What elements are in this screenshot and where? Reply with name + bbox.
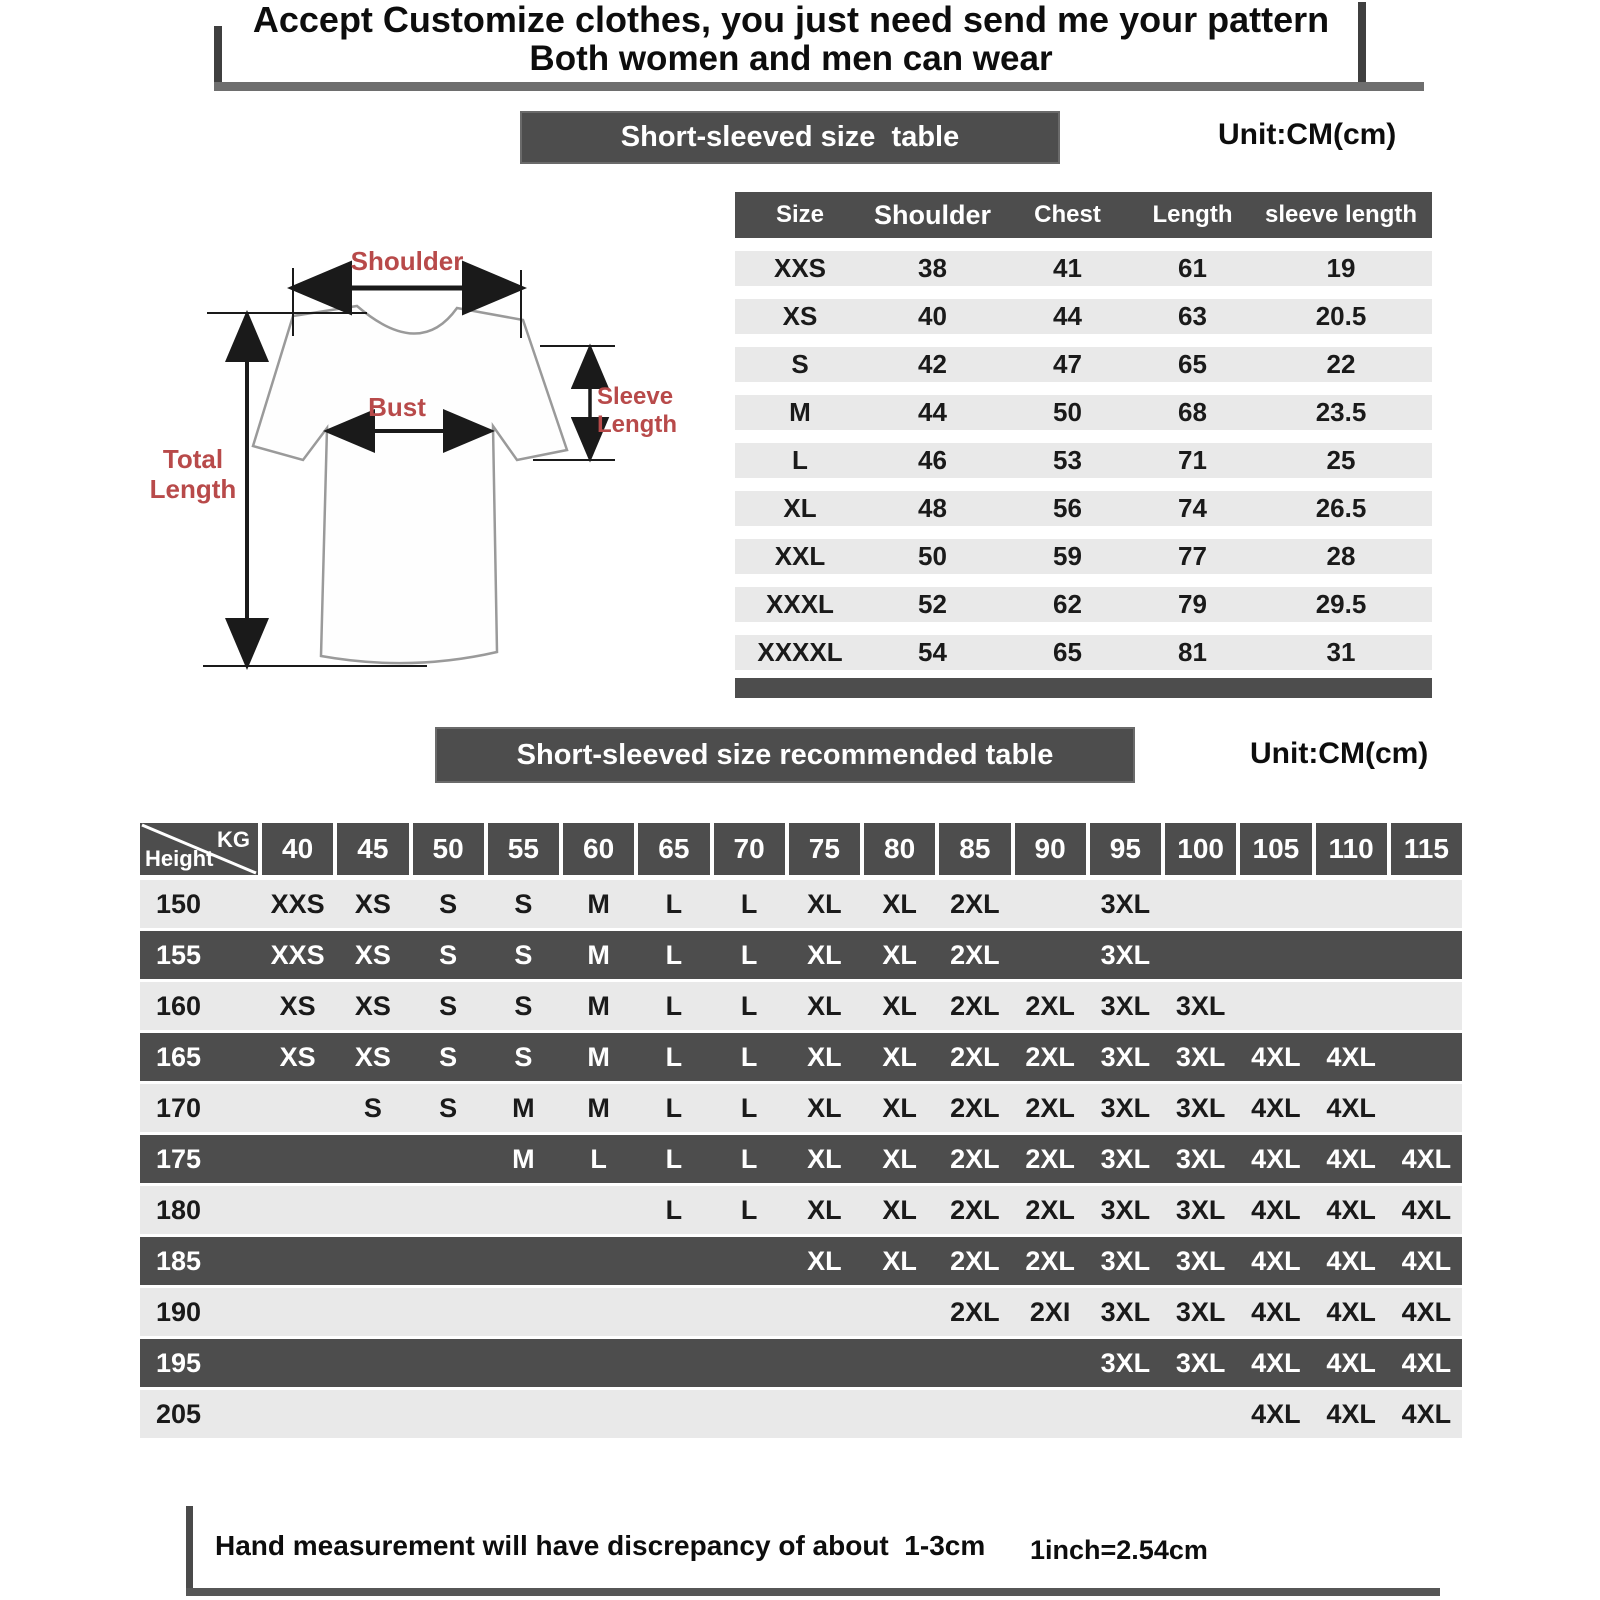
value-cell: 44: [1053, 301, 1082, 331]
size-table-row: [735, 587, 1432, 622]
weight-column-header: 100: [1165, 823, 1236, 875]
value-cell: 65: [1053, 637, 1082, 667]
recommended-table-row: [140, 1339, 1462, 1387]
size-value-cell: 4XL: [1401, 1398, 1452, 1429]
size-value-cell: 3XL: [1100, 1194, 1151, 1225]
recommended-table-row: [140, 1186, 1462, 1234]
footer-bracket-left: [186, 1506, 193, 1596]
size-value-cell: 4XL: [1326, 1041, 1376, 1072]
size-value-cell: L: [740, 990, 758, 1021]
size-value-cell: XS: [354, 888, 391, 919]
size-value-cell: 4XL: [1326, 1398, 1376, 1429]
inch-conversion-note: 1inch=2.54cm: [1030, 1535, 1208, 1565]
weight-column-header: 50: [413, 823, 484, 875]
size-table-row: [735, 347, 1432, 382]
size-value-cell: 2XL: [1025, 1194, 1075, 1225]
size-value-cell: S: [514, 990, 533, 1021]
bust-label: Bust: [368, 392, 426, 422]
weight-column-header: 110: [1316, 823, 1387, 875]
value-cell: 22: [1326, 349, 1356, 379]
size-value-cell: 2XL: [950, 1194, 1000, 1225]
size-value-cell: XL: [882, 939, 917, 970]
header-line1: Accept Customize clothes, you just need send me your pattern: [252, 0, 1330, 40]
size-value-cell: 2XL: [950, 1143, 1000, 1174]
size-cell: XXXXL: [757, 637, 843, 667]
size-table-row: [735, 491, 1432, 526]
size-value-cell: L: [740, 939, 758, 970]
header-line2: Both women and men can wear: [529, 39, 1053, 78]
size-value-cell: 2XL: [1025, 1092, 1075, 1123]
tshirt-measurement-diagram: [135, 228, 705, 693]
size-value-cell: 4XL: [1251, 1398, 1301, 1429]
value-cell: 44: [918, 397, 947, 427]
size-value-cell: 3XL: [1175, 1041, 1226, 1072]
size-cell: XXXL: [766, 589, 834, 619]
size-cell: S: [791, 349, 809, 379]
size-value-cell: 4XL: [1251, 1143, 1301, 1174]
size-value-cell: XL: [807, 1245, 842, 1276]
size-value-cell: XL: [807, 1092, 842, 1123]
value-cell: 42: [918, 349, 947, 379]
size-value-cell: XL: [882, 1092, 917, 1123]
size-value-cell: XS: [279, 1041, 316, 1072]
size-value-cell: S: [439, 1092, 458, 1123]
sleeve-length-label2: Length: [597, 411, 677, 438]
size-value-cell: XL: [882, 1245, 917, 1276]
size-value-cell: XS: [354, 939, 391, 970]
size-value-cell: 3XL: [1100, 990, 1151, 1021]
size-value-cell: 3XL: [1100, 1143, 1151, 1174]
recommended-table-banner: Short-sleeved size recommended table: [435, 727, 1135, 783]
size-value-cell: 3XL: [1100, 1296, 1151, 1327]
value-cell: 52: [918, 589, 947, 619]
value-cell: 71: [1178, 445, 1207, 475]
size-table-row: [735, 395, 1432, 430]
recommended-table-row: [140, 1237, 1462, 1285]
size-table-rows: [735, 251, 1432, 670]
value-cell: 25: [1326, 445, 1356, 475]
size-table-header: [735, 192, 1432, 238]
size-value-cell: M: [587, 990, 610, 1021]
size-value-cell: 3XL: [1100, 1092, 1151, 1123]
size-value-cell: L: [740, 1194, 758, 1225]
size-value-cell: 4XL: [1251, 1041, 1301, 1072]
size-value-cell: M: [587, 888, 610, 919]
size-value-cell: 2XL: [950, 888, 1000, 919]
weight-column-header: 95: [1090, 823, 1161, 875]
size-value-cell: S: [514, 1041, 533, 1072]
recommended-table-row: [140, 931, 1462, 979]
size-value-cell: XXS: [270, 939, 325, 970]
size-value-cell: 4XL: [1251, 1347, 1301, 1378]
size-value-cell: S: [439, 1041, 458, 1072]
size-value-cell: L: [665, 1143, 683, 1174]
size-value-cell: 4XL: [1251, 1296, 1301, 1327]
size-value-cell: 4XL: [1401, 1245, 1452, 1276]
weight-column-header: 65: [638, 823, 709, 875]
height-cell: 205: [156, 1398, 202, 1429]
column-header: Shoulder: [873, 199, 991, 230]
size-value-cell: L: [665, 1092, 683, 1123]
size-table-banner: Short-sleeved size table: [520, 111, 1060, 164]
size-value-cell: 4XL: [1326, 1347, 1376, 1378]
value-cell: 47: [1053, 349, 1082, 379]
value-cell: 40: [918, 301, 947, 331]
size-value-cell: L: [590, 1143, 607, 1174]
size-value-cell: XL: [882, 1194, 917, 1225]
size-cell: XXS: [773, 253, 827, 283]
size-value-cell: 3XL: [1175, 1245, 1226, 1276]
weight-column-header: 45: [337, 823, 408, 875]
size-value-cell: 3XL: [1175, 1296, 1226, 1327]
size-value-cell: XL: [807, 939, 842, 970]
column-header: sleeve length: [1264, 201, 1418, 228]
size-table-row: [735, 443, 1432, 478]
value-cell: 77: [1178, 541, 1207, 571]
weight-column-header: 85: [939, 823, 1010, 875]
corner-cell: [140, 823, 258, 875]
size-value-cell: XL: [807, 1041, 842, 1072]
size-value-cell: 2XL: [1025, 1041, 1075, 1072]
recommended-table-row: [140, 880, 1462, 928]
size-value-cell: L: [740, 1143, 758, 1174]
value-cell: 54: [918, 637, 947, 667]
size-cell: L: [792, 445, 808, 475]
height-cell: 155: [156, 939, 202, 970]
recommended-table-row: [140, 1390, 1462, 1438]
size-value-cell: S: [439, 990, 458, 1021]
size-value-cell: S: [514, 939, 533, 970]
size-value-cell: L: [665, 939, 683, 970]
size-value-cell: L: [740, 1041, 758, 1072]
value-cell: 46: [918, 445, 947, 475]
weight-column-header: 105: [1240, 823, 1311, 875]
size-value-cell: L: [665, 1041, 683, 1072]
size-value-cell: XS: [354, 990, 391, 1021]
total-length-label2: Length: [149, 474, 237, 504]
size-value-cell: M: [512, 1143, 535, 1174]
value-cell: 59: [1053, 541, 1082, 571]
size-value-cell: XXS: [270, 888, 325, 919]
size-value-cell: 3XL: [1175, 1092, 1226, 1123]
recommended-table-row: [140, 1084, 1462, 1132]
height-cell: 185: [156, 1245, 202, 1276]
size-value-cell: L: [740, 888, 758, 919]
weight-column-header: 75: [789, 823, 860, 875]
size-value-cell: 3XL: [1100, 1347, 1151, 1378]
size-value-cell: 4XL: [1326, 1296, 1376, 1327]
sleeve-length-label: Sleeve: [597, 383, 674, 410]
size-table-row: [735, 635, 1432, 670]
size-value-cell: 4XL: [1401, 1143, 1452, 1174]
size-value-cell: S: [439, 939, 458, 970]
size-value-cell: M: [512, 1092, 535, 1123]
size-value-cell: XL: [882, 990, 917, 1021]
size-value-cell: M: [587, 1092, 610, 1123]
size-value-cell: 3XL: [1175, 1143, 1226, 1174]
value-cell: 19: [1326, 253, 1356, 283]
size-value-cell: 3XL: [1100, 1041, 1151, 1072]
column-header: Chest: [1034, 201, 1101, 228]
height-cell: 165: [156, 1041, 202, 1072]
size-value-cell: XL: [807, 1143, 842, 1174]
size-value-cell: 2XL: [950, 1296, 1000, 1327]
size-value-cell: S: [439, 888, 458, 919]
size-value-cell: S: [514, 888, 533, 919]
size-table-footer-bar: [735, 678, 1432, 698]
size-value-cell: S: [363, 1092, 382, 1123]
size-value-cell: XL: [807, 1194, 842, 1225]
value-cell: 79: [1178, 589, 1207, 619]
recommended-table-row: [140, 1033, 1462, 1081]
value-cell: 53: [1053, 445, 1082, 475]
size-cell: XS: [782, 301, 818, 331]
weight-column-header: 40: [262, 823, 333, 875]
value-cell: 50: [1053, 397, 1082, 427]
size-cell: M: [789, 397, 811, 427]
value-cell: 61: [1178, 253, 1207, 283]
footer-note: Hand measurement will have discrepancy of about 1-3cm: [215, 1530, 986, 1561]
recommended-table-row: [140, 1288, 1462, 1336]
size-value-cell: L: [665, 888, 683, 919]
height-cell: 190: [156, 1296, 202, 1327]
value-cell: 50: [918, 541, 947, 571]
value-cell: 56: [1053, 493, 1082, 523]
size-value-cell: 2XL: [950, 1245, 1000, 1276]
recommended-table-rows: [140, 880, 1462, 1438]
kg-label: KG: [217, 827, 250, 852]
value-cell: 29.5: [1315, 589, 1367, 619]
size-value-cell: 4XL: [1401, 1296, 1452, 1327]
height-cell: 160: [156, 990, 202, 1021]
size-value-cell: 4XL: [1326, 1143, 1376, 1174]
recommended-table-row: [140, 982, 1462, 1030]
weight-column-header: 60: [563, 823, 634, 875]
height-label: Height: [145, 846, 214, 871]
unit-label-1: Unit:CM(cm): [1218, 118, 1397, 151]
size-value-cell: XL: [882, 888, 917, 919]
size-table-row: [735, 251, 1432, 286]
header-underline-bar: [214, 82, 1424, 91]
footer-underline-bar: [186, 1588, 1440, 1596]
size-value-cell: XL: [807, 990, 842, 1021]
size-value-cell: 2XL: [950, 1092, 1000, 1123]
weight-column-header: 55: [488, 823, 559, 875]
recommended-table-header: [140, 823, 1462, 875]
height-cell: 175: [156, 1143, 202, 1174]
value-cell: 74: [1178, 493, 1207, 523]
size-value-cell: 2XL: [1025, 990, 1075, 1021]
size-value-cell: XS: [354, 1041, 391, 1072]
size-value-cell: 4XL: [1251, 1245, 1301, 1276]
size-cell: XL: [783, 493, 817, 523]
size-value-cell: 3XL: [1100, 939, 1151, 970]
value-cell: 23.5: [1315, 397, 1367, 427]
value-cell: 81: [1178, 637, 1207, 667]
size-value-cell: 2XL: [1025, 1143, 1075, 1174]
size-value-cell: XL: [882, 1041, 917, 1072]
size-value-cell: M: [587, 1041, 610, 1072]
size-cell: XXL: [774, 541, 826, 571]
total-length-label: Total: [162, 444, 224, 474]
size-value-cell: XL: [882, 1143, 917, 1174]
size-table: [735, 192, 1432, 698]
size-value-cell: 2XL: [950, 990, 1000, 1021]
value-cell: 31: [1326, 637, 1356, 667]
value-cell: 26.5: [1315, 493, 1367, 523]
height-cell: 170: [156, 1092, 202, 1123]
size-value-cell: 2XI: [1029, 1296, 1071, 1327]
value-cell: 28: [1326, 541, 1356, 571]
size-value-cell: 4XL: [1326, 1194, 1376, 1225]
size-value-cell: 3XL: [1175, 1347, 1226, 1378]
value-cell: 68: [1178, 397, 1207, 427]
unit-label-2: Unit:CM(cm): [1250, 737, 1429, 770]
size-value-cell: L: [665, 990, 683, 1021]
recommended-table-row: [140, 1135, 1462, 1183]
weight-column-header: 80: [864, 823, 935, 875]
size-value-cell: XL: [807, 888, 842, 919]
shoulder-label: Shoulder: [350, 246, 464, 276]
tshirt-outline: [253, 306, 567, 663]
size-value-cell: XS: [279, 990, 316, 1021]
height-cell: 180: [156, 1194, 202, 1225]
value-cell: 65: [1178, 349, 1207, 379]
size-value-cell: 3XL: [1100, 1245, 1151, 1276]
size-value-cell: 4XL: [1326, 1245, 1376, 1276]
size-value-cell: 2XL: [950, 1041, 1000, 1072]
size-value-cell: 4XL: [1326, 1092, 1376, 1123]
value-cell: 63: [1178, 301, 1207, 331]
size-table-row: [735, 539, 1432, 574]
height-cell: 195: [156, 1347, 202, 1378]
size-value-cell: 4XL: [1251, 1194, 1301, 1225]
size-value-cell: L: [740, 1092, 758, 1123]
size-value-cell: 4XL: [1401, 1194, 1452, 1225]
value-cell: 48: [918, 493, 947, 523]
weight-column-header: 70: [714, 823, 785, 875]
value-cell: 38: [918, 253, 947, 283]
size-value-cell: 4XL: [1251, 1092, 1301, 1123]
column-header: Length: [1152, 201, 1233, 228]
size-value-cell: 2XL: [950, 939, 1000, 970]
size-value-cell: 3XL: [1100, 888, 1151, 919]
weight-column-header: 90: [1015, 823, 1086, 875]
size-value-cell: 2XL: [1025, 1245, 1075, 1276]
value-cell: 62: [1053, 589, 1082, 619]
weight-column-header: 115: [1391, 823, 1462, 875]
size-value-cell: 4XL: [1401, 1347, 1452, 1378]
size-value-cell: L: [665, 1194, 683, 1225]
value-cell: 20.5: [1315, 301, 1367, 331]
height-cell: 150: [156, 888, 202, 919]
size-table-row: [735, 299, 1432, 334]
size-value-cell: M: [587, 939, 610, 970]
page-header: [215, 0, 1367, 78]
recommended-size-table: [140, 823, 1462, 1441]
value-cell: 41: [1053, 253, 1082, 283]
size-value-cell: 3XL: [1175, 1194, 1226, 1225]
size-value-cell: 3XL: [1175, 990, 1226, 1021]
column-header: Size: [775, 201, 825, 228]
